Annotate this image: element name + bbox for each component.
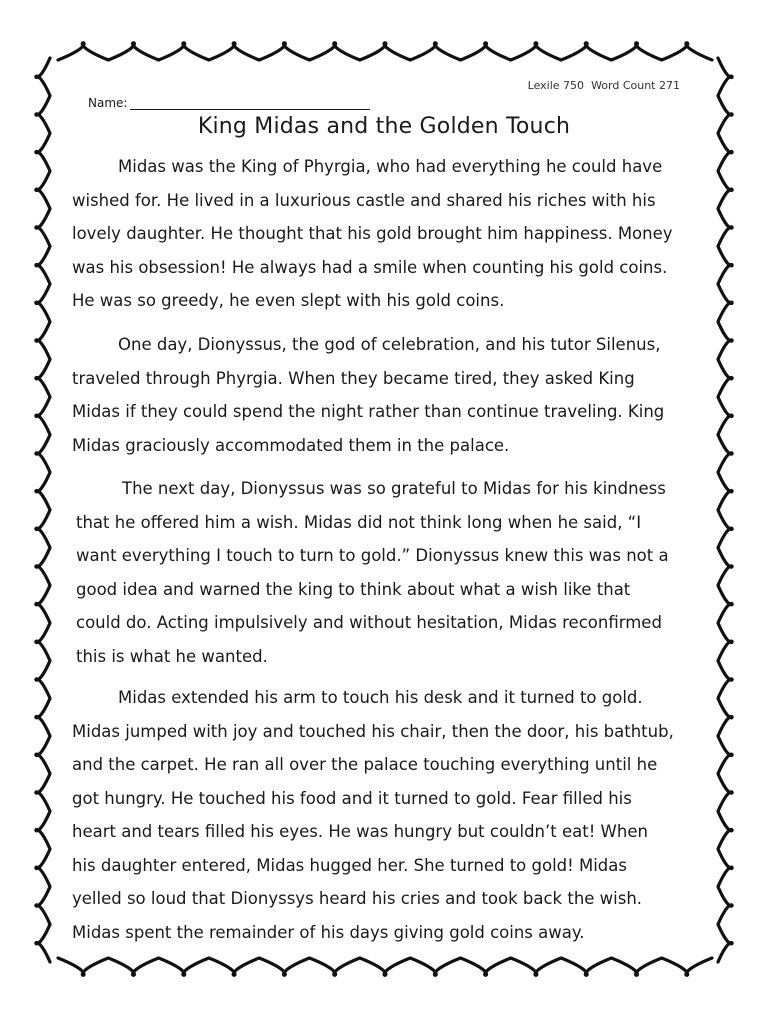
- passage-title: King Midas and the Golden Touch: [197, 114, 571, 139]
- paragraph-4: [72, 681, 692, 949]
- paragraph-line: that he offered him a wish. Midas did not think long when he said, “I: [76, 512, 642, 532]
- paragraph-line: heart and tears filled his eyes. He was hungry but couldn’t eat! When: [72, 822, 648, 841]
- paragraph-line: yelled so loud that Dionyssys heard his cries and took back the wish.: [72, 889, 643, 908]
- paragraph-line: One day, Dionyssus, the god of celebration, and his tutor Silenus,: [118, 335, 661, 354]
- paragraph-line: this is what he wanted.: [76, 646, 268, 666]
- word-count-label: Word Count 271: [591, 79, 680, 92]
- paragraph-line: was his obsession! He always had a smile when counting his gold coins.: [72, 257, 668, 277]
- paragraph-line: Midas was the King of Phyrgia, who had everything he could have: [118, 157, 663, 176]
- name-label: Name:: [88, 96, 128, 110]
- paragraph-line: his daughter entered, Midas hugged her. She turned to gold! Midas: [72, 855, 627, 875]
- paragraph-line: traveled through Phyrgia. When they became tired, they asked King: [72, 368, 635, 388]
- paragraph-line: lovely daughter. He thought that his gold brought him happiness. Money: [72, 224, 673, 243]
- border-loop-strand: [718, 58, 732, 962]
- paragraph-line: got hungry. He touched his food and it turned to gold. Fear filled his: [72, 788, 632, 808]
- border-loop-strand: [58, 958, 712, 975]
- paragraph-line: wished for. He lived in a luxurious castle and shared his riches with his: [72, 190, 656, 210]
- paragraph-line: Midas extended his arm to touch his desk and it turned to gold.: [118, 688, 643, 707]
- paragraph-line: Midas graciously accommodated them in the palace.: [72, 435, 510, 455]
- paragraph-line: want everything I touch to turn to gold.” Dionyssus knew this was not a: [76, 546, 669, 565]
- paragraph-line: He was so greedy, he even slept with his gold coins.: [72, 291, 505, 310]
- paragraph-line: The next day, Dionyssus was so grateful to Midas for his kindness: [122, 479, 666, 498]
- paragraph-1: [72, 150, 692, 318]
- lexile-label: Lexile 750: [527, 79, 585, 92]
- name-field: [88, 96, 370, 110]
- paragraph-line: good idea and warned the king to think about what a wish like that: [76, 579, 631, 599]
- paragraph-line: and the carpet. He ran all over the palace touching everything until he: [72, 755, 658, 774]
- paragraph-3: [76, 472, 696, 673]
- lexile-word-count: [528, 79, 680, 92]
- name-blank-line[interactable]: [130, 97, 370, 110]
- border-loop-strand: [36, 58, 50, 962]
- paragraph-line: Midas spent the remainder of his days giving gold coins away.: [72, 922, 585, 942]
- paragraph-line: Midas if they could spend the night rather than continue traveling. King: [72, 402, 665, 421]
- paragraph-2: [72, 328, 692, 462]
- paragraph-line: Midas jumped with joy and touched his chair, then the door, his bathtub,: [72, 721, 674, 741]
- border-loop-strand: [58, 43, 712, 60]
- paragraph-line: could do. Acting impulsively and without hesitation, Midas reconfirmed: [76, 613, 662, 632]
